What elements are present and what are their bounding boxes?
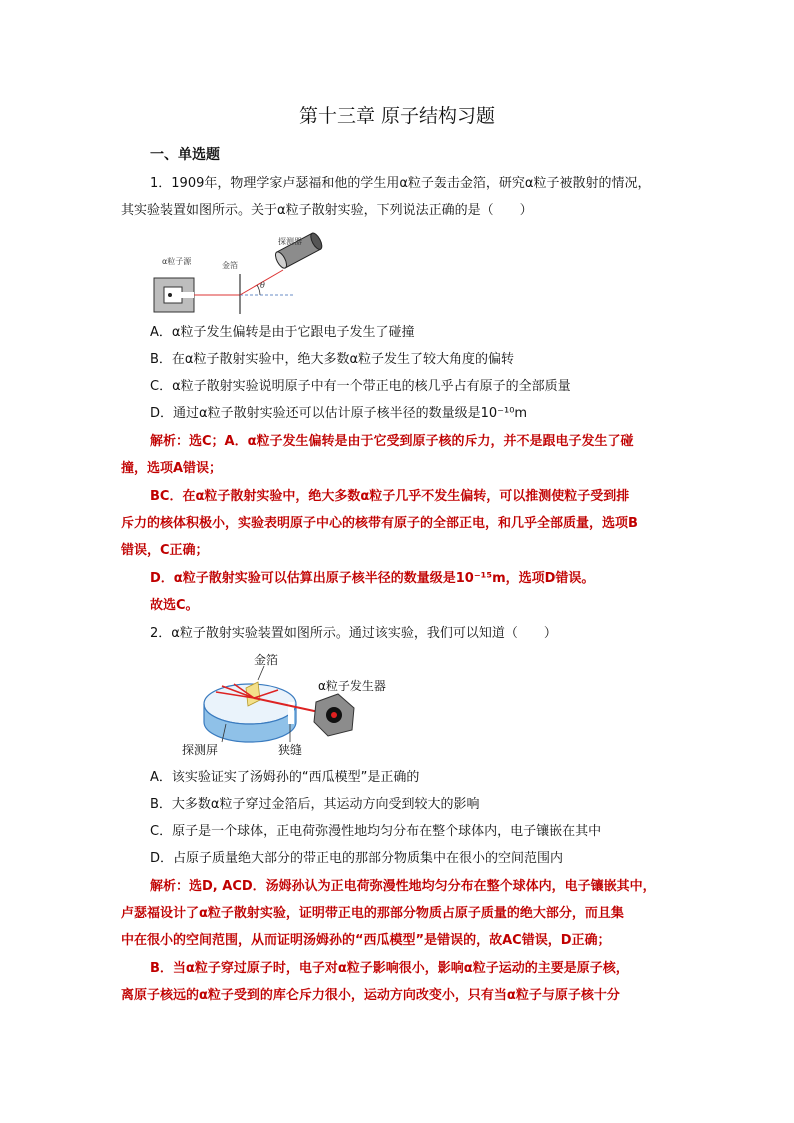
q2-option-b: B．大多数α粒子穿过金箔后，其运动方向受到较大的影响 [150, 797, 480, 812]
leader-foil [258, 666, 264, 680]
q1-analysis-line-2: 撞，选项A错误； [121, 461, 223, 476]
q1-option-a: A．α粒子发生偏转是由于它跟电子发生了碰撞 [150, 325, 415, 340]
q1-stem-line-1: 1．1909年，物理学家卢瑟福和他的学生用α粒子轰击金箔，研究α粒子被散射的情况， [150, 176, 651, 191]
q2-analysis-line-5: 离原子核远的α粒子受到的库仑斥力很小，运动方向改变小，只有当α粒子与原子核十分 [121, 988, 620, 1003]
q1-analysis-line-5: 错误，C正确； [121, 543, 209, 558]
q2-stem: 2．α粒子散射实验装置如图所示。通过该实验，我们可以知道（ ） [150, 626, 557, 641]
q1-analysis-line-7: 故选C。 [150, 598, 199, 613]
q1-analysis-line-3: BC．在α粒子散射实验中，绝大多数α粒子几乎不发生偏转，可以推测使粒子受到排 [150, 489, 630, 504]
label-gold-foil: 金箔 [222, 261, 238, 270]
alpha-source-slit [176, 292, 194, 298]
q2-option-c: C．原子是一个球体，正电荷弥漫性地均匀分布在整个球体内，电子镶嵌在其中 [150, 824, 602, 839]
label-gold-foil-2: 金箔 [254, 653, 279, 667]
section-heading: 一、单选题 [150, 147, 220, 163]
label-alpha-source: α粒子源 [162, 257, 192, 266]
q2-apparatus-figure [178, 652, 418, 762]
q2-analysis-line-3: 中在很小的空间范围，从而证明汤姆孙的“西瓜模型”是错误的，故AC错误，D正确； [121, 933, 611, 948]
generator-glow [331, 712, 337, 718]
label-detector-screen: 探测屏 [182, 743, 219, 757]
q1-analysis-line-1: 解析：选C；A．α粒子发生偏转是由于它受到原子核的斥力，并不是跟电子发生了碰 [150, 434, 634, 449]
q1-analysis-line-6: D．α粒子散射实验可以估算出原子核半径的数量级是10⁻¹⁵m，选项D错误。 [150, 571, 595, 586]
label-angle: θ [260, 281, 265, 290]
label-alpha-generator: α粒子发生器 [318, 679, 386, 693]
label-slit: 狭缝 [278, 743, 303, 757]
q2-analysis-line-2: 卢瑟福设计了α粒子散射实验，证明带正电的那部分物质占原子质量的绝大部分，而且集 [121, 906, 624, 921]
q1-option-d: D．通过α粒子散射实验还可以估计原子核半径的数量级是10⁻¹⁰m [150, 406, 528, 421]
q2-analysis-line-1: 解析：选D, ACD．汤姆孙认为正电荷弥漫性地均匀分布在整个球体内，电子镶嵌其中， [150, 879, 656, 894]
q2-option-d: D．占原子质量绝大部分的带正电的那部分物质集中在很小的空间范围内 [150, 851, 564, 866]
q1-option-b: B．在α粒子散射实验中，绝大多数α粒子发生了较大角度的偏转 [150, 352, 515, 367]
q2-option-a: A．该实验证实了汤姆孙的“西瓜模型”是正确的 [150, 770, 420, 785]
q2-analysis-line-4: B．当α粒子穿过原子时，电子对α粒子影响很小，影响α粒子运动的主要是原子核， [150, 961, 629, 976]
alpha-source-dot [168, 293, 172, 297]
page-title: 第十三章 原子结构习题 [298, 105, 496, 127]
q1-option-c: C．α粒子散射实验说明原子中有一个带正电的核几乎占有原子的全部质量 [150, 379, 571, 394]
label-detector: 探测器 [278, 237, 302, 246]
q1-stem-line-2: 其实验装置如图所示。关于α粒子散射实验，下列说法正确的是（ ） [121, 203, 533, 218]
q1-apparatus-figure [148, 230, 348, 320]
q1-analysis-line-4: 斥力的核体积极小，实验表明原子中心的核带有原子的全部正电，和几乎全部质量，选项B [121, 516, 638, 531]
